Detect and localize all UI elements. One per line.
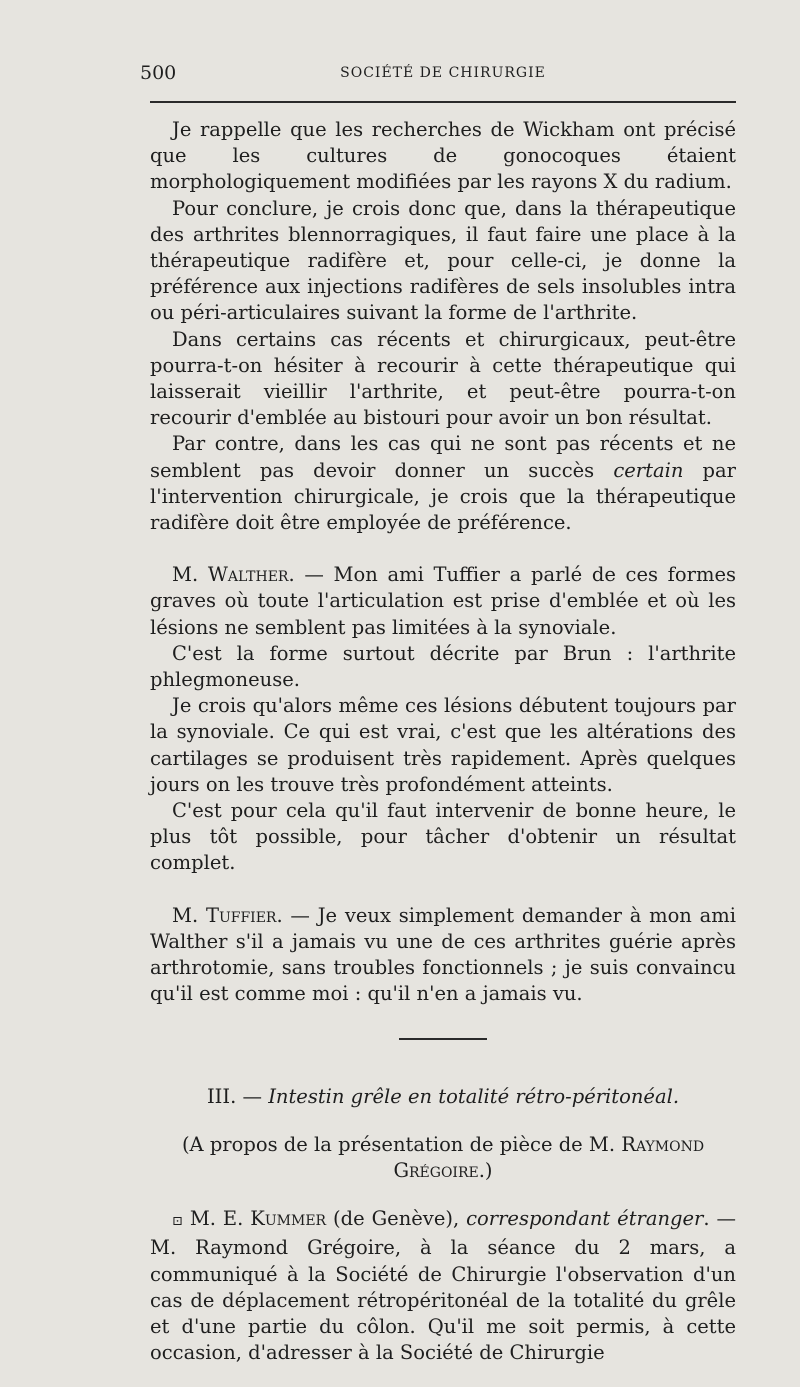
speaker-name: Walther.	[207, 563, 295, 587]
header-rule	[150, 101, 736, 103]
paragraph: C'est la forme surtout décrite par Brun : l'arthrite phlegmoneuse.	[150, 641, 736, 692]
running-title: SOCIÉTÉ DE CHIRURGIE	[340, 65, 546, 81]
text-run: M.	[172, 903, 206, 927]
text-run: (A propos de la présentation de pièce de M.	[181, 1132, 622, 1156]
paragraph: C'est pour cela qu'il faut intervenir de bonne heure, le plus tôt possible, pour tâcher d'obtenir un résultat complet.	[150, 799, 736, 875]
speaker-paragraph	[150, 562, 736, 641]
text-run: .)	[478, 1158, 493, 1182]
text-run: Par contre, dans les cas qui ne sont pas récents et ne semblent pas devoir donner un succès	[150, 432, 736, 482]
page-body	[150, 117, 736, 1366]
speaker-name: Kummer	[250, 1207, 327, 1231]
text-run: (de Genève),	[326, 1207, 467, 1231]
stamp-icon: ⊡	[172, 1214, 183, 1230]
section-numeral: III. —	[206, 1084, 269, 1108]
section-heading	[150, 1084, 736, 1110]
spacer	[150, 536, 736, 562]
paragraph: Dans certains cas récents et chirurgicaux, peut-être pourra-t-on hésiter à recourir à cette thérapeutique qui laisserait vieillir l'arthrite, et peut-être pourra-t-on recourir d'emblée au bistouri pour avoir un bon résultat.	[150, 327, 736, 430]
text-run: par l'intervention chirurgicale, je crois que la thérapeutique radifère doit être employée de préférence.	[150, 458, 736, 535]
page-header	[140, 62, 736, 88]
paragraph: Je crois qu'alors même ces lésions débutent toujours par la synoviale. Ce qui est vrai, c'est que les altérations des cartilages se produisent très rapidement. Après quelques jours on les trouve très profondément atteints.	[150, 694, 736, 796]
paragraph: Je rappelle que les recherches de Wickham ont précisé que les cultures de gonocoques étaient morphologiquement modifiées par les rayons X du radium.	[150, 118, 736, 194]
text-run: — Mon ami Tuffier a parlé de ces formes graves où toute l'articulation est prise d'emblée et où les lésions ne semblent pas limitées à la synoviale.	[150, 563, 736, 639]
text-run: M. E.	[189, 1207, 251, 1231]
speaker-role: correspondant étranger	[466, 1207, 704, 1231]
section-subheading	[150, 1132, 736, 1184]
paragraph	[150, 431, 736, 536]
speaker-name: Tuffier.	[205, 903, 283, 927]
paragraph: Pour conclure, je crois donc que, dans la thérapeutique des arthrites blennorragiques, il faut faire une place à la thérapeutique radifère et, pour celle-ci, je donne la préférence aux injections radifères de sels insolubles intra ou péri-articulaires suivant la forme de l'arthrite.	[150, 196, 736, 325]
section-divider	[399, 1038, 487, 1040]
text-run: — Je veux simplement demander à mon ami Walther s'il a jamais vu une de ces arthrites guérie après arthrotomie, sans troubles fonctionnels ; je suis convaincu qu'il est comme moi : qu'il n'en a jamais vu.	[150, 903, 736, 1006]
speaker-paragraph	[150, 903, 736, 1008]
emphasis: certain	[613, 458, 684, 482]
text-run: M.	[172, 563, 208, 587]
spacer	[150, 877, 736, 903]
section-title: Intestin grêle en totalité rétro-péritonéal.	[268, 1084, 680, 1108]
person-name: Raymond Grégoire	[393, 1132, 705, 1182]
kummer-paragraph	[150, 1206, 736, 1366]
text-run: . — M. Raymond Grégoire, à la séance du 2 mars, a communiqué à la Société de Chirurgie l'observation d'un cas de déplacement rétropéritonéal de la totalité du grêle et d'une partie du côlon. Qu'il me soit permis, à cette occasion, d'adresser à la Société de Chirurgie	[150, 1207, 737, 1365]
page-number: 500	[140, 62, 177, 84]
